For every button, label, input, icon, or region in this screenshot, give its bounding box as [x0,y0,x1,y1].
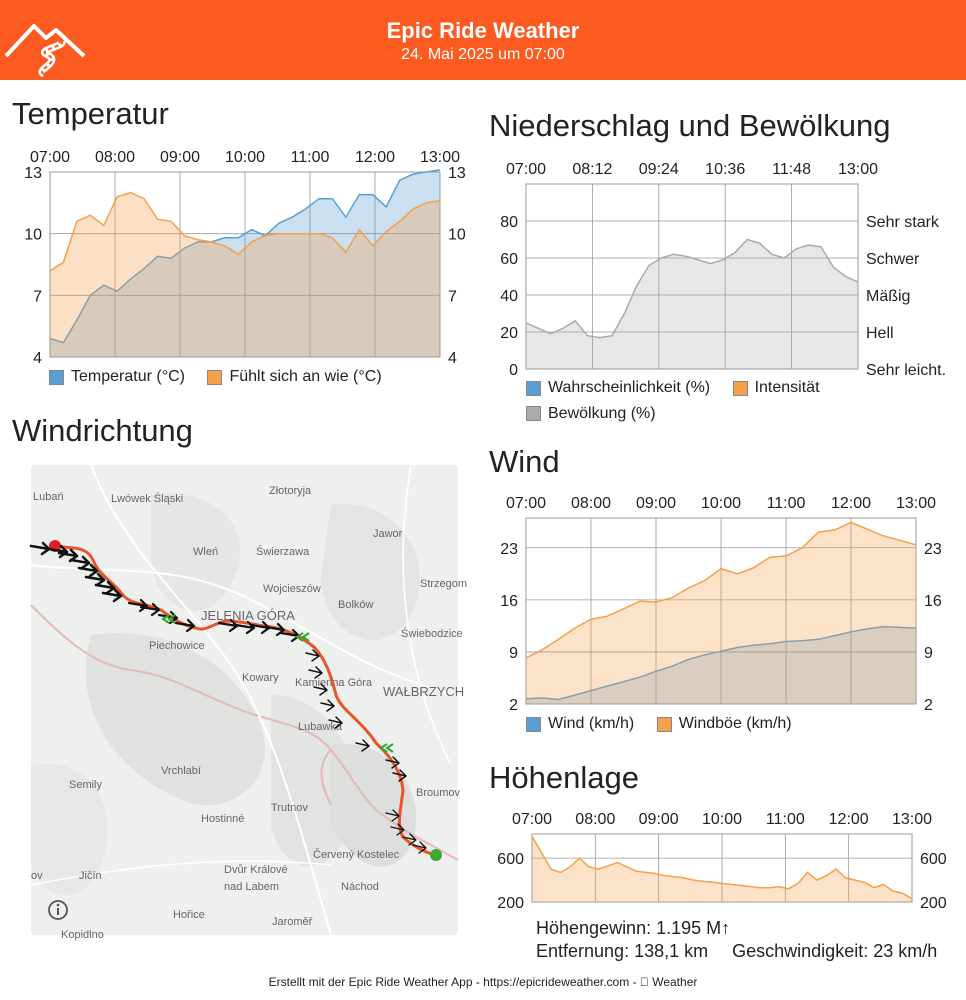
map-label: Vrchlabí [161,765,201,777]
info-icon[interactable] [47,899,69,921]
map-label: Broumov [416,787,461,799]
time-tick-label: 12:00 [830,495,872,512]
header-bar [0,0,966,80]
map-label: Wleń [193,546,219,558]
y-tick-label: 200 [497,895,524,912]
time-tick-label: 13:00 [895,495,937,512]
precipitation-title: Niederschlag und Bewölkung [489,108,891,143]
legend-swatch-blue [526,381,541,396]
y-tick-label: 10 [24,226,42,244]
wind-arrow [31,543,49,554]
map-label: Kopidlno [61,929,104,941]
time-tick-label: 09:00 [635,495,677,512]
legend-wind [526,715,634,733]
intensity-label: Sehr leicht. [866,362,947,379]
map-label: JELENIA GÓRA [201,608,295,623]
map-label: Jaroměř [272,916,313,928]
time-tick-label: 10:36 [705,161,746,178]
legend-label: Fühlt sich an wie (°C) [229,368,382,385]
y-tick-label-right: 4 [448,350,457,367]
map-label: Świebodzice [401,628,463,640]
time-tick-label: 12:00 [354,149,396,166]
intensity-label: Sehr stark [866,214,939,231]
map-label: nad Labem [224,881,280,893]
map-label: Hostinné [201,813,245,825]
wind-title: Wind [489,444,560,479]
legend-label: Temperatur (°C) [71,368,185,385]
time-tick-label: 13:00 [891,811,933,828]
time-tick-label: 07:00 [505,495,547,512]
temperature-title: Temperatur [12,96,169,131]
legend-swatch-orange [207,370,222,385]
legend-label: Wind (km/h) [548,715,635,732]
y-tick-label-right: 600 [920,851,947,869]
y-tick-label-right: 7 [448,288,457,306]
y-tick-label: 23 [500,540,518,558]
legend-label: Windböe (km/h) [678,715,792,732]
y-tick-label: 2 [509,697,518,714]
time-tick-label: 10:00 [224,149,266,166]
map-label: Jawor [373,528,403,540]
precipitation-chart [490,150,960,380]
y-tick-label-right: 2 [924,697,933,714]
elevation-title: Höhenlage [489,760,639,795]
legend-swatch-blue [49,370,64,385]
route-end-marker[interactable] [430,849,442,861]
time-tick-label: 07:00 [511,811,553,828]
y-tick-label: 600 [497,851,524,869]
map-label: Hořice [173,909,205,921]
wind-legend [526,715,810,737]
legend-label: Intensität [754,379,820,396]
distance-speed [536,941,937,962]
time-tick-label: 11:00 [765,811,805,828]
map-label: Bolków [338,599,374,611]
intensity-label: Schwer [866,251,920,268]
map-label: Piechowice [149,640,205,652]
map-label: Červený Kostelec [313,849,400,861]
time-tick-label: 07:00 [29,149,71,166]
time-tick-label: 09:00 [159,149,201,166]
y-tick-label-right: 23 [924,540,942,558]
map-label: Kowary [242,672,279,684]
map-label: ov [31,870,43,882]
y-tick-label: 4 [33,350,42,367]
y-tick-label-right: 9 [924,644,933,662]
map-label: Lubawka [298,721,343,733]
map-label: Wojcieszów [263,583,321,595]
y-tick-label: 60 [500,251,518,268]
map-label: Lubań [33,491,64,503]
wind-chart [490,488,960,713]
y-tick-label: 0 [509,362,518,379]
map-label: Dvůr Králové [224,864,288,876]
legend-intensity [733,379,820,397]
temperature-legend [49,368,400,390]
legend-probability [526,379,710,397]
y-tick-label-right: 16 [924,592,942,610]
ride-date: 24. Mai 2025 um 07:00 [401,46,565,63]
temperature-chart [10,140,480,365]
wind-direction-title: Windrichtung [12,413,193,448]
map-canvas [31,465,468,941]
y-tick-label: 20 [500,325,518,342]
elevation-gain: Höhengewinn: 1.195 M↑ [536,918,731,938]
wind-arrow [321,700,334,711]
legend-label: Wahrscheinlichkeit (%) [548,379,711,396]
map-label: Strzegom [420,578,468,590]
wind-arrow [103,590,121,601]
y-tick-label: 80 [500,214,518,231]
time-tick-label: 10:00 [701,811,743,828]
wind-arrow [86,574,104,585]
speed: Geschwindigkeit: 23 km/h [732,941,938,961]
map-label: Złotoryja [269,485,312,497]
map-label: Lwówek Śląski [111,493,184,505]
y-tick-label-right: 200 [920,895,947,912]
y-tick-label: 9 [509,644,518,662]
footer-credit: Erstellt mit der Epic Ride Weather App - https://epicrideweather.com - Weather [274,975,692,989]
legend-swatch-orange [733,381,748,396]
intensity-label: Hell [866,325,894,342]
elevation-chart [490,806,960,916]
wind-direction-map[interactable] [31,465,468,941]
y-tick-label: 13 [24,165,42,182]
y-tick-label-right: 13 [448,165,466,182]
legend-swatch-blue [526,717,541,732]
precipitation-legend [526,379,956,426]
time-tick-label: 11:00 [290,149,330,166]
time-tick-label: 09:00 [638,811,679,828]
legend-feels-like [207,368,381,386]
map-label: WAŁBRZYCH [383,684,465,699]
legend-temperature [49,368,185,386]
time-tick-label: 08:00 [575,811,616,828]
time-tick-label: 09:24 [638,161,679,178]
intensity-label: Mäßig [866,288,911,305]
y-tick-label: 40 [500,288,518,305]
legend-swatch-grey [526,406,541,421]
legend-swatch-orange [657,717,672,732]
y-tick-label: 7 [33,288,42,306]
app-title: Epic Ride Weather [386,18,580,43]
time-tick-label: 13:00 [419,149,461,166]
time-tick-label: 07:00 [505,161,547,178]
map-label: Náchod [341,881,379,893]
map-label: Świerzawa [256,546,310,558]
y-tick-label-right: 10 [448,226,466,244]
map-label: Jičín [79,870,102,882]
time-tick-label: 13:00 [837,161,879,178]
legend-cloud-cover [526,405,656,423]
time-tick-label: 11:48 [772,161,812,178]
time-tick-label: 08:00 [570,495,612,512]
time-tick-label: 10:00 [700,495,742,512]
y-tick-label: 16 [500,592,518,610]
legend-gust [657,715,792,733]
time-tick-label: 12:00 [828,811,869,828]
time-tick-label: 08:12 [572,161,613,178]
map-label: Semily [69,779,103,791]
map-label: Trutnov [271,802,308,814]
time-tick-label: 08:00 [94,149,136,166]
distance: Entfernung: 138,1 km [536,941,709,961]
legend-label: Bewölkung (%) [548,404,656,422]
map-label: Kamienna Góra [295,677,373,689]
time-tick-label: 11:00 [766,495,806,512]
